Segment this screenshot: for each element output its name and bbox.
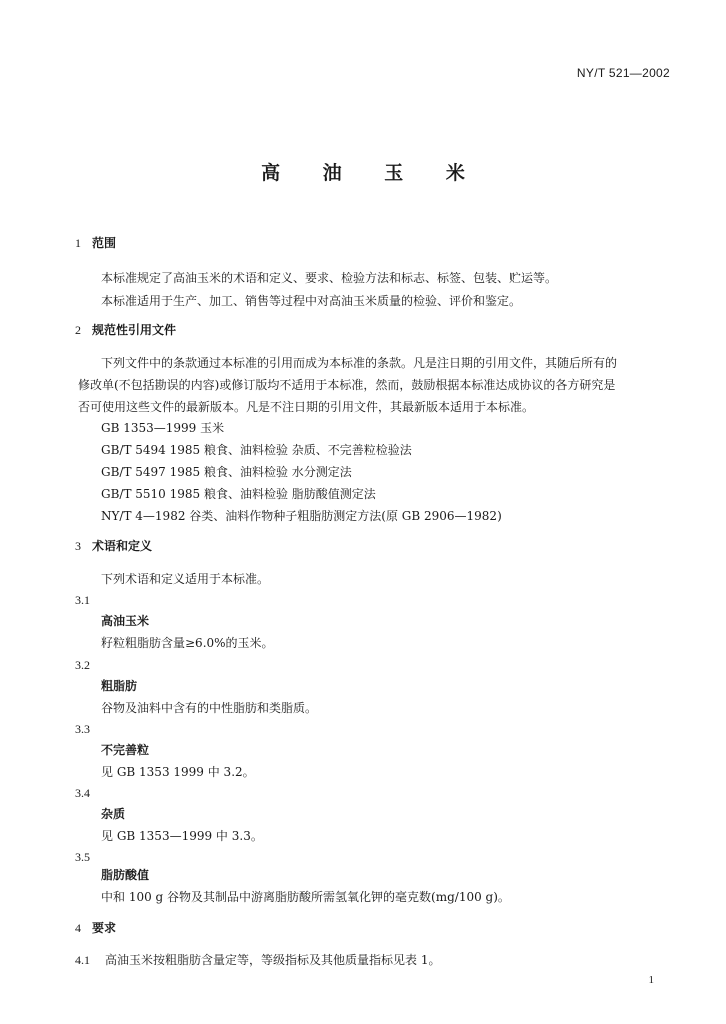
- reference-item: GB 1353—1999 玉米: [101, 421, 225, 435]
- standard-code: NY/T 521—2002: [576, 66, 670, 80]
- section-1-title: 范围: [92, 236, 117, 250]
- term-name: 杂质: [101, 807, 126, 821]
- term-definition: 中和 100 g 谷物及其制品中游离脂肪酸所需氢氧化钾的毫克数(mg/100 g)。: [101, 890, 510, 904]
- term-definition: 籽粒粗脂肪含量≥6.0%的玉米。: [101, 636, 274, 650]
- term-definition: 见 GB 1353 1999 中 3.2。: [101, 765, 255, 779]
- section-1-paragraph-1: 本标准规定了高油玉米的术语和定义、要求、检验方法和标志、标签、包装、贮运等。: [101, 271, 558, 285]
- page-number: 1: [648, 974, 654, 986]
- term-name: 高油玉米: [101, 614, 150, 628]
- section-2-paragraph-line-1: 下列文件中的条款通过本标准的引用而成为本标准的条款。凡是注日期的引用文件，其随后所有的: [101, 356, 618, 370]
- clause-text: 高油玉米按粗脂肪含量定等，等级指标及其他质量指标见表 1。: [105, 953, 441, 967]
- term-name: 不完善粒: [101, 743, 150, 757]
- term-number: 3.2: [75, 658, 90, 672]
- term-name: 粗脂肪: [101, 679, 138, 693]
- term-definition: 谷物及油料中含有的中性脂肪和类脂质。: [101, 701, 318, 715]
- reference-item: GB/T 5510 1985 粮食、油料检验 脂肪酸值测定法: [101, 487, 376, 501]
- section-1-number: 1: [75, 236, 81, 250]
- section-3-number: 3: [75, 539, 81, 553]
- term-name: 脂肪酸值: [101, 868, 150, 882]
- reference-item: GB/T 5494 1985 粮食、油料检验 杂质、不完善粒检验法: [101, 443, 412, 457]
- section-2-number: 2: [75, 323, 81, 337]
- term-number: 3.5: [75, 850, 90, 864]
- section-2-title: 规范性引用文件: [92, 323, 177, 337]
- term-number: 3.3: [75, 722, 90, 736]
- reference-item: GB/T 5497 1985 粮食、油料检验 水分测定法: [101, 465, 352, 479]
- term-number: 3.4: [75, 786, 90, 800]
- term-number: 3.1: [75, 593, 90, 607]
- section-3-intro: 下列术语和定义适用于本标准。: [101, 572, 270, 586]
- clause-number: 4.1: [75, 953, 90, 967]
- section-2-paragraph-line-2: 修改单(不包括勘误的内容)或修订版均不适用于本标准，然而，鼓励根据本标准达成协议的各方研究是: [78, 378, 616, 392]
- section-2-paragraph-line-3: 否可使用这些文件的最新版本。凡是不注日期的引用文件，其最新版本适用于本标准。: [78, 400, 535, 414]
- section-3-title: 术语和定义: [92, 539, 153, 553]
- term-definition: 见 GB 1353—1999 中 3.3。: [101, 829, 263, 843]
- section-4-title: 要求: [92, 921, 117, 935]
- section-1-paragraph-2: 本标准适用于生产、加工、销售等过程中对高油玉米质量的检验、评价和鉴定。: [101, 294, 522, 308]
- reference-item: NY/T 4—1982 谷类、油料作物种子粗脂肪测定方法(原 GB 2906—1982): [101, 509, 502, 523]
- section-4-number: 4: [75, 921, 81, 935]
- document-title: 高 油 玉 米: [261, 162, 483, 184]
